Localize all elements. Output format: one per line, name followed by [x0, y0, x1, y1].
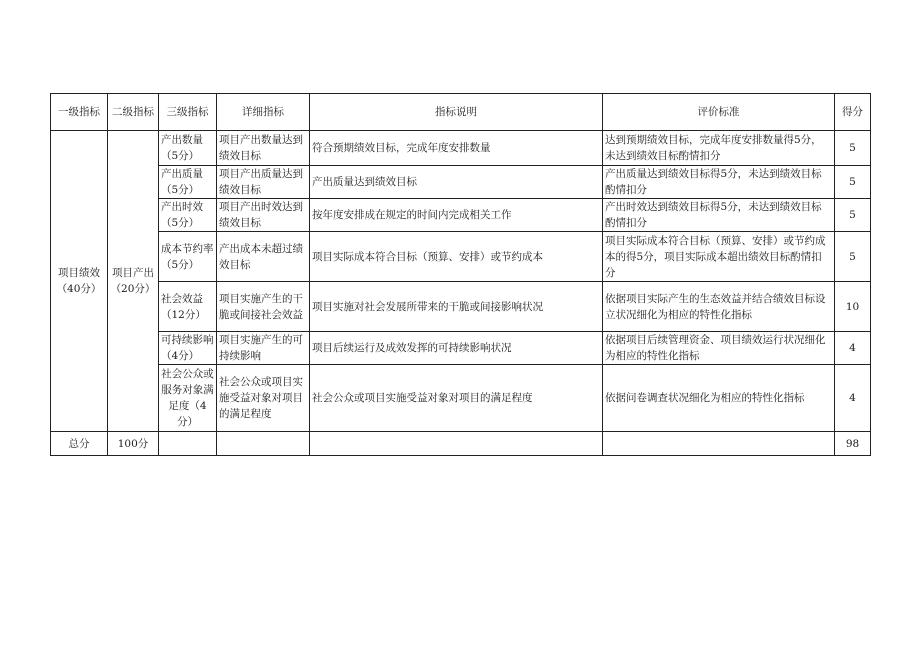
- score-cell: 10: [835, 282, 871, 332]
- table-row: [51, 365, 871, 432]
- header-score: 得分: [835, 94, 871, 131]
- detail-cell: 社会公众或项目实施受益对象对项目的满足程度: [217, 365, 310, 432]
- level3-cell: 社会公众或服务对象满足度（4分）: [159, 365, 217, 432]
- description-cell: 产出质量达到绩效目标: [310, 166, 603, 199]
- criteria-cell: 依据项目实际产生的生态效益并结合绩效目标设立状况细化为相应的特性化指标: [603, 282, 835, 332]
- table-row: [51, 282, 871, 332]
- header-level3: 三级指标: [159, 94, 217, 131]
- detail-cell: 项目产出时效达到绩效目标: [217, 199, 310, 232]
- score-cell: 4: [835, 365, 871, 432]
- table-row: [51, 166, 871, 199]
- level1-cell: 项目绩效 （40分）: [51, 131, 108, 432]
- detail-cell: 项目产出数量达到绩效目标: [217, 131, 310, 166]
- description-cell: 项目实施对社会发展所带来的干脆或间接影响状况: [310, 282, 603, 332]
- description-cell: 项目实际成本符合目标（预算、安排）或节约成本: [310, 232, 603, 282]
- total-label: 总分: [51, 432, 108, 456]
- criteria-cell: 达到预期绩效目标，完成年度安排数量得5分，未达到绩效目标酌情扣分: [603, 131, 835, 166]
- total-full-score: 100分: [108, 432, 159, 456]
- empty-cell: [217, 432, 310, 456]
- level3-cell: 产出数量（5分）: [159, 131, 217, 166]
- header-row: [51, 94, 871, 131]
- score-cell: 4: [835, 332, 871, 365]
- description-cell: 符合预期绩效目标，完成年度安排数量: [310, 131, 603, 166]
- criteria-cell: 项目实际成本符合目标（预算、安排）或节约成本的得5分，项目实际成本超出绩效目标酌情扣分: [603, 232, 835, 282]
- total-score: 98: [835, 432, 871, 456]
- criteria-cell: 依据项目后续管理资金、项目绩效运行状况细化为相应的特性化指标: [603, 332, 835, 365]
- detail-cell: 产出成本未超过绩效目标: [217, 232, 310, 282]
- empty-cell: [603, 432, 835, 456]
- criteria-cell: 产出质量达到绩效目标得5分，未达到绩效目标酌情扣分: [603, 166, 835, 199]
- description-cell: 按年度安排成在规定的时间内完成相关工作: [310, 199, 603, 232]
- table-row: [51, 332, 871, 365]
- table-row: [51, 199, 871, 232]
- score-cell: 5: [835, 232, 871, 282]
- level3-cell: 社会效益（12分）: [159, 282, 217, 332]
- description-cell: 社会公众或项目实施受益对象对项目的满足程度: [310, 365, 603, 432]
- table-row: [51, 232, 871, 282]
- header-detail: 详细指标: [217, 94, 310, 131]
- level3-cell: 可持续影响（4分）: [159, 332, 217, 365]
- description-cell: 项目后续运行及成效发挥的可持续影响状况: [310, 332, 603, 365]
- criteria-cell: 产出时效达到绩效目标得5分，未达到绩效目标酌情扣分: [603, 199, 835, 232]
- header-description: 指标说明: [310, 94, 603, 131]
- level3-cell: 产出时效（5分）: [159, 199, 217, 232]
- header-criteria: 评价标准: [603, 94, 835, 131]
- score-cell: 5: [835, 166, 871, 199]
- empty-cell: [310, 432, 603, 456]
- level3-cell: 成本节约率（5分）: [159, 232, 217, 282]
- header-level1: 一级指标: [51, 94, 108, 131]
- detail-cell: 项目实施产生的可持续影响: [217, 332, 310, 365]
- level3-cell: 产出质量（5分）: [159, 166, 217, 199]
- detail-cell: 项目产出质量达到绩效目标: [217, 166, 310, 199]
- header-level2: 二级指标: [108, 94, 159, 131]
- total-row: [51, 432, 871, 456]
- score-cell: 5: [835, 131, 871, 166]
- level2-cell: 项目产出 （20分）: [108, 131, 159, 432]
- score-cell: 5: [835, 199, 871, 232]
- performance-evaluation-table: [50, 93, 871, 456]
- table-row: [51, 131, 871, 166]
- detail-cell: 项目实施产生的干脆或间接社会效益: [217, 282, 310, 332]
- empty-cell: [159, 432, 217, 456]
- criteria-cell: 依据问卷调查状况细化为相应的特性化指标: [603, 365, 835, 432]
